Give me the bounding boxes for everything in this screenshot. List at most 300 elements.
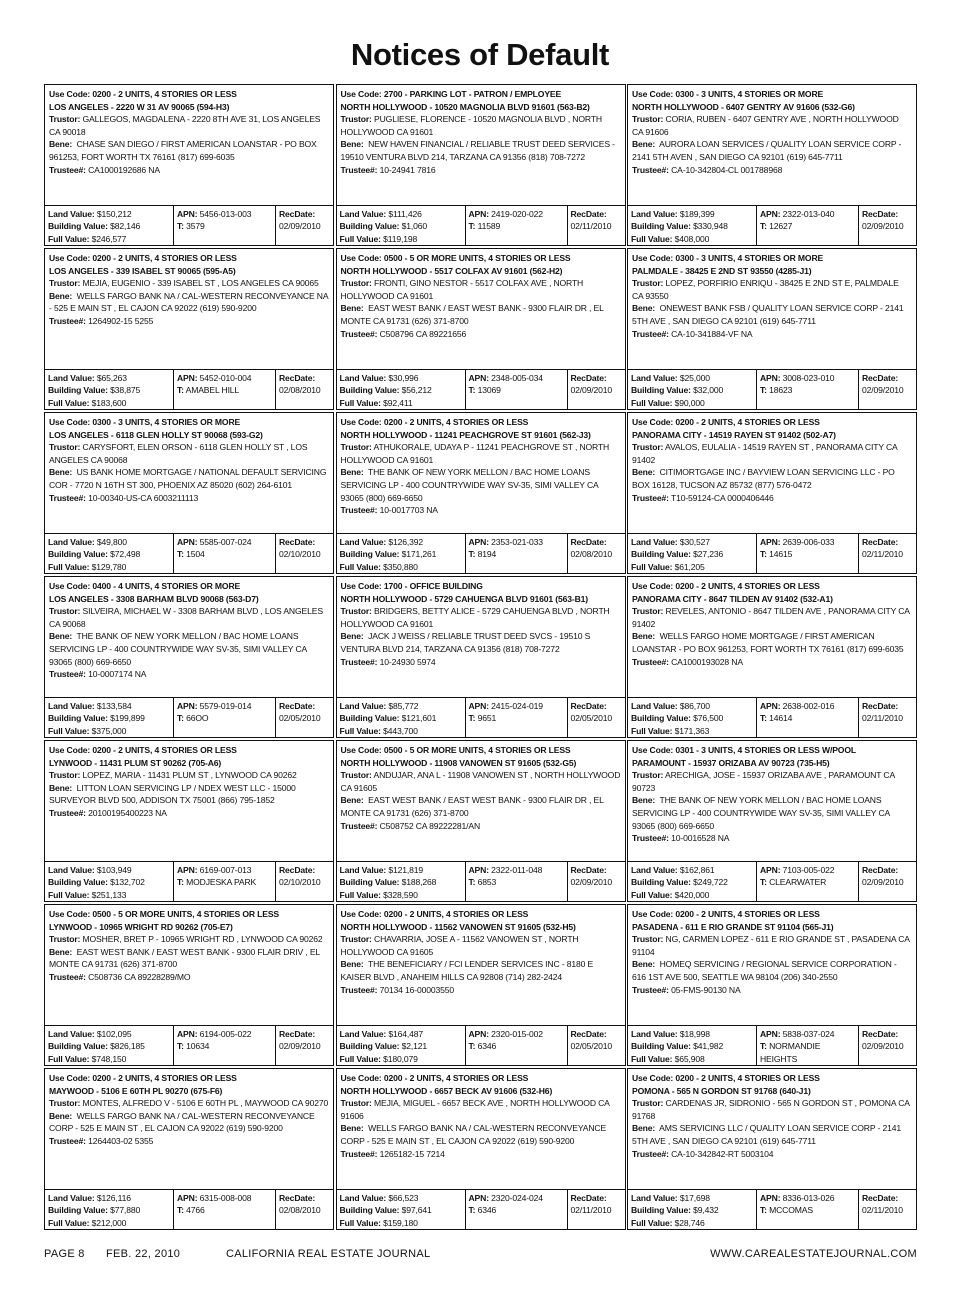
- notice-details: [45, 577, 333, 697]
- recording-date: [275, 862, 333, 901]
- trustee-value: 10-00340-US-CA 6003211113: [88, 492, 199, 503]
- recdate-value: 02/05/2010: [570, 1041, 613, 1052]
- building-value-label: Building Value:: [339, 221, 400, 232]
- recdate-label: RecDate:: [279, 701, 316, 711]
- property-address: LOS ANGELES - 3308 BARHAM BLVD 90068 (563-D7): [49, 593, 259, 604]
- trustee-line: [49, 807, 329, 820]
- value-row: [337, 533, 625, 573]
- bene-value: THE BANK OF NEW YORK MELLON / BAC HOME LOANS SERVICING LP - 400 COUNTRYWIDE WAY SV-35, SIMI VALLEY CA 93065 (800) 669-6650: [49, 631, 307, 667]
- trustee-line: [632, 1148, 912, 1161]
- apn-label: APN:: [468, 1029, 489, 1039]
- recdate-value: 02/05/2010: [279, 713, 321, 724]
- full-value: $420,000: [674, 889, 710, 900]
- recording-date: [858, 370, 916, 409]
- full-value: $159,180: [383, 1217, 418, 1228]
- trustor-line: [341, 605, 621, 630]
- property-address: NORTH HOLLYWOOD - 6407 GENTRY AV 91606 (532-G6): [632, 101, 855, 112]
- tract-label: T:: [177, 385, 184, 396]
- trustor-line: [49, 769, 329, 782]
- trustor-value: MEJIA, EUGENIO - 339 ISABEL ST , LOS ANGELES CA 90065: [82, 278, 319, 289]
- building-value-label: Building Value:: [631, 877, 691, 888]
- notice-details: [337, 1069, 625, 1189]
- trustee-label: Trustee#:: [340, 328, 378, 339]
- property-address: LOS ANGELES - 6118 GLEN HOLLY ST 90068 (593-G2): [49, 429, 263, 440]
- tract-label: T:: [760, 1041, 767, 1052]
- full-value: $28,746: [674, 1217, 705, 1228]
- building-value-label: Building Value:: [339, 549, 400, 560]
- trustee-line: [341, 328, 621, 341]
- land-value-label: Land Value:: [631, 537, 678, 547]
- bene-line: [49, 138, 329, 163]
- tract-value: MCCOMAS: [769, 1205, 813, 1216]
- trustee-value: 1264403-02 5355: [88, 1135, 154, 1146]
- value-amounts: [45, 206, 173, 245]
- full-value: $328,590: [383, 889, 418, 900]
- tract-label: T:: [760, 877, 767, 888]
- building-value: $72,498: [110, 549, 141, 560]
- trustor-line: [341, 113, 621, 138]
- trustor-label: Trustor:: [632, 114, 664, 125]
- tract-label: T:: [177, 221, 184, 232]
- apn-value: 6169-007-013: [199, 865, 252, 875]
- notice-details: [45, 85, 333, 205]
- building-value: $2,121: [401, 1041, 427, 1052]
- recdate-value: 02/09/2010: [570, 877, 613, 888]
- full-value-label: Full Value:: [339, 561, 381, 572]
- land-value-label: Land Value:: [339, 537, 387, 547]
- building-value: $41,982: [693, 1041, 724, 1052]
- value-row: [45, 205, 333, 245]
- bene-label: Bene:: [340, 303, 364, 314]
- parcel-info: [465, 1026, 567, 1065]
- apn-label: APN:: [177, 1029, 198, 1039]
- full-value-label: Full Value:: [339, 1217, 381, 1228]
- trustor-value: ATHUKORALE, UDAYA P - 11241 PEACHGROVE ST , NORTH HOLLYWOOD CA 91601: [340, 442, 610, 465]
- building-value: $76,500: [693, 713, 724, 724]
- building-value-label: Building Value:: [631, 549, 691, 560]
- land-value-label: Land Value:: [631, 373, 678, 383]
- recdate-label: RecDate:: [862, 865, 899, 875]
- trustor-label: Trustor:: [49, 770, 81, 781]
- trustee-label: Trustee#:: [49, 669, 86, 680]
- land-value-label: Land Value:: [339, 373, 387, 383]
- building-value-label: Building Value:: [339, 1205, 400, 1216]
- full-value: $748,150: [91, 1053, 127, 1064]
- trustee-label: Trustee#:: [632, 984, 669, 995]
- bene-line: [341, 630, 621, 655]
- apn-value: 8336-013-026: [782, 1193, 835, 1203]
- use-code: Use Code: 0300 - 3 UNITS, 4 STORIES OR MORE: [632, 89, 824, 99]
- bene-line: [341, 302, 621, 327]
- trustee-line: [49, 315, 329, 328]
- tract-value: 9651: [477, 713, 497, 724]
- tract-label: T:: [468, 877, 476, 888]
- apn-label: APN:: [177, 701, 198, 711]
- land-value: $126,392: [388, 537, 423, 547]
- trustee-label: Trustee#:: [340, 656, 378, 667]
- full-value-label: Full Value:: [48, 1053, 90, 1064]
- trustor-line: [341, 441, 621, 466]
- building-value: $56,212: [401, 385, 432, 396]
- parcel-info: [756, 862, 858, 901]
- trustor-value: CHAVARRIA, JOSE A - 11562 VANOWEN ST , NORTH HOLLYWOOD CA 91605: [340, 934, 579, 957]
- value-amounts: [628, 370, 756, 409]
- apn-label: APN:: [468, 865, 489, 875]
- full-value-label: Full Value:: [631, 233, 673, 244]
- value-amounts: [45, 862, 173, 901]
- value-amounts: [337, 206, 465, 245]
- bene-line: [49, 1110, 329, 1135]
- trustee-label: Trustee#:: [632, 833, 669, 844]
- value-amounts: [45, 1190, 173, 1229]
- bene-value: THE BANK OF NEW YORK MELLON / BAC HOME LOANS SERVICING LP - 400 COUNTRYWIDE WAY SV-35, SIMI VALLEY CA 93065 (800) 669-6650: [632, 795, 890, 831]
- apn-label: APN:: [177, 373, 198, 383]
- trustor-line: [49, 113, 329, 138]
- apn-label: APN:: [177, 537, 198, 547]
- recording-date: [858, 1026, 916, 1065]
- land-value-label: Land Value:: [631, 865, 678, 875]
- apn-label: APN:: [468, 701, 489, 711]
- trustor-line: [49, 441, 329, 466]
- apn-label: APN:: [468, 1193, 489, 1203]
- trustor-label: Trustor:: [632, 770, 664, 781]
- building-value-label: Building Value:: [339, 385, 400, 396]
- apn-value: 2320-024-024: [491, 1193, 543, 1203]
- value-amounts: [337, 698, 465, 737]
- value-row: [337, 861, 625, 901]
- building-value-label: Building Value:: [48, 221, 108, 232]
- recording-date: [858, 206, 916, 245]
- building-value: $27,236: [693, 549, 724, 560]
- trustee-line: [632, 656, 912, 669]
- journal-name: CALIFORNIA REAL ESTATE JOURNAL: [226, 1248, 431, 1260]
- tract-value: 8194: [477, 549, 497, 560]
- apn-value: 5452-010-004: [199, 373, 252, 383]
- trustee-label: Trustee#:: [340, 1148, 378, 1159]
- value-row: [628, 861, 916, 901]
- notice-card: [44, 576, 334, 738]
- use-code: Use Code: 1700 - OFFICE BUILDING: [340, 581, 483, 591]
- journal-url: WWW.CAREALESTATEJOURNAL.COM: [710, 1248, 917, 1260]
- value-amounts: [628, 1190, 756, 1229]
- land-value: $164,487: [388, 1029, 423, 1039]
- trustor-line: [632, 1097, 912, 1122]
- page-title: Notices of Default: [350, 37, 610, 72]
- building-value-label: Building Value:: [631, 713, 691, 724]
- land-value: $65,263: [96, 373, 127, 383]
- trustee-value: CA-10-342804-CL 001788968: [671, 164, 783, 175]
- use-code: Use Code: 0400 - 4 UNITS, 4 STORIES OR MORE: [49, 581, 241, 591]
- building-value: $188,268: [401, 877, 437, 888]
- land-value: $17,698: [679, 1193, 710, 1203]
- apn-label: APN:: [760, 1029, 781, 1039]
- trustor-value: LOPEZ, MARIA - 11431 PLUM ST , LYNWOOD CA 90262: [82, 770, 297, 781]
- trustor-value: SILVEIRA, MICHAEL W - 3308 BARHAM BLVD , LOS ANGELES CA 90068: [49, 606, 323, 629]
- parcel-info: [756, 698, 858, 737]
- page-number: PAGE 8: [44, 1248, 85, 1260]
- parcel-info: [756, 1026, 858, 1065]
- trustor-value: BRIDGERS, BETTY ALICE - 5729 CAHUENGA BLVD , NORTH HOLLYWOOD CA 91601: [340, 606, 610, 629]
- notice-details: [45, 905, 333, 1025]
- trustee-line: [341, 656, 621, 669]
- tract-label: T:: [177, 877, 184, 888]
- value-amounts: [628, 698, 756, 737]
- bene-line: [49, 290, 329, 315]
- trustor-label: Trustor:: [340, 606, 372, 617]
- property-address: PANORAMA CITY - 8647 TILDEN AV 91402 (532-A1): [632, 593, 833, 604]
- bene-label: Bene:: [340, 631, 364, 642]
- land-value: $30,996: [388, 373, 419, 383]
- recdate-label: RecDate:: [570, 701, 607, 711]
- use-code: Use Code: 0500 - 5 OR MORE UNITS, 4 STORIES OR LESS: [49, 909, 280, 919]
- notice-details: [337, 741, 625, 861]
- trustee-value: 10-0016528 NA: [671, 833, 730, 844]
- building-value-label: Building Value:: [339, 713, 400, 724]
- building-value-label: Building Value:: [631, 1041, 691, 1052]
- trustee-value: C508796 CA 89221656: [379, 328, 467, 339]
- tract-label: T:: [760, 385, 767, 396]
- bene-value: EAST WEST BANK / EAST WEST BANK - 9300 FLAIR DRIV , EL MONTE CA 91731 (626) 371-8700: [49, 946, 320, 970]
- parcel-info: [173, 862, 275, 901]
- tract-label: T:: [760, 221, 767, 232]
- bene-value: WELLS FARGO HOME MORTGAGE / FIRST AMERICAN LOANSTAR - PO BOX 961253, FORT WORTH TX 76161 (817) 699-6035: [632, 631, 904, 654]
- recdate-label: RecDate:: [862, 701, 899, 711]
- value-row: [628, 1189, 916, 1229]
- parcel-info: [465, 862, 567, 901]
- parcel-info: [173, 1190, 275, 1229]
- land-value: $126,116: [96, 1193, 131, 1203]
- recdate-label: RecDate:: [862, 1029, 899, 1039]
- bene-label: Bene:: [49, 139, 73, 150]
- full-value: $90,000: [674, 397, 705, 408]
- apn-value: 5838-037-024: [782, 1029, 835, 1039]
- bene-label: Bene:: [49, 1110, 73, 1121]
- apn-label: APN:: [760, 209, 781, 219]
- apn-label: APN:: [468, 373, 489, 383]
- use-code: Use Code: 0200 - 2 UNITS, 4 STORIES OR LESS: [632, 581, 820, 591]
- trustor-line: [632, 441, 912, 466]
- use-code: Use Code: 0500 - 5 OR MORE UNITS, 4 STORIES OR LESS: [340, 253, 571, 263]
- property-address: NORTH HOLLYWOOD - 5729 CAHUENGA BLVD 91601 (563-B1): [340, 593, 589, 604]
- notice-card: [336, 904, 626, 1066]
- bene-value: CITIMORTGAGE INC / BAYVIEW LOAN SERVICING LLC - PO BOX 16128, TUCSON AZ 85732 (877) 576-0472: [632, 467, 895, 490]
- full-value-label: Full Value:: [339, 1053, 381, 1064]
- bene-line: [632, 302, 912, 327]
- trustor-value: MOSHER, BRET P - 10965 WRIGHT RD , LYNWOOD CA 90262: [82, 934, 323, 945]
- recording-date: [275, 1190, 333, 1229]
- land-value: $30,527: [679, 537, 710, 547]
- notice-details: [628, 905, 916, 1025]
- land-value-label: Land Value:: [48, 1193, 95, 1203]
- notice-details: [628, 1069, 916, 1189]
- recdate-value: 02/11/2010: [570, 1205, 612, 1216]
- bene-line: [632, 794, 912, 832]
- full-value-label: Full Value:: [339, 233, 381, 244]
- trustee-value: 10-0017703 NA: [379, 505, 438, 516]
- trustee-value: 10-24941 7816: [379, 164, 436, 175]
- use-code: Use Code: 0200 - 2 UNITS, 4 STORIES OR LESS: [340, 417, 529, 427]
- apn-label: APN:: [760, 1193, 781, 1203]
- trustor-label: Trustor:: [632, 1098, 664, 1109]
- bene-label: Bene:: [49, 467, 73, 478]
- land-value: $66,523: [388, 1193, 419, 1203]
- land-value-label: Land Value:: [48, 865, 95, 875]
- notice-details: [628, 741, 916, 861]
- bene-label: Bene:: [49, 782, 73, 793]
- bene-label: Bene:: [340, 139, 364, 150]
- apn-value: 7103-005-022: [782, 865, 835, 875]
- full-value: $61,205: [674, 561, 705, 572]
- bene-label: Bene:: [49, 290, 73, 301]
- value-amounts: [337, 1026, 465, 1065]
- recdate-label: RecDate:: [862, 1193, 899, 1203]
- tract-value: NORMANDIE HEIGHTS: [760, 1041, 821, 1064]
- bene-label: Bene:: [632, 467, 656, 478]
- recdate-label: RecDate:: [570, 373, 607, 383]
- trustor-value: CORIA, RUBEN - 6407 GENTRY AVE , NORTH HOLLYWOOD CA 91606: [632, 114, 899, 137]
- issue-date: FEB. 22, 2010: [106, 1248, 181, 1260]
- property-address: NORTH HOLLYWOOD - 10520 MAGNOLIA BLVD 91601 (563-B2): [340, 101, 590, 112]
- trustee-line: [49, 1135, 329, 1148]
- apn-value: 2419-020-022: [491, 209, 543, 219]
- recdate-value: 02/09/2010: [279, 1041, 321, 1052]
- recdate-value: 02/09/2010: [862, 877, 904, 888]
- tract-value: 14614: [769, 713, 793, 724]
- property-address: LOS ANGELES - 2220 W 31 AV 90065 (594-H3): [49, 101, 230, 112]
- notice-details: [337, 905, 625, 1025]
- apn-value: 2322-013-040: [782, 209, 835, 219]
- trustor-label: Trustor:: [340, 442, 372, 453]
- notice-card: [44, 904, 334, 1066]
- recdate-label: RecDate:: [570, 537, 607, 547]
- trustor-value: MEJIA, MIGUEL - 6657 BECK AVE , NORTH HOLLYWOOD CA 91606: [340, 1098, 610, 1121]
- apn-label: APN:: [760, 865, 781, 875]
- apn-value: 2415-024-019: [491, 701, 543, 711]
- building-value: $171,261: [401, 549, 437, 560]
- notice-details: [337, 249, 625, 369]
- building-value: $32,000: [693, 385, 724, 396]
- apn-value: 2639-006-033: [782, 537, 835, 547]
- building-value: $199,899: [110, 713, 145, 724]
- bene-label: Bene:: [632, 795, 656, 806]
- trustee-value: 1264902-15 5255: [88, 315, 154, 326]
- trustor-value: FRONTI, GINO NESTOR - 5517 COLFAX AVE , NORTH HOLLYWOOD CA 91601: [340, 278, 584, 301]
- tract-label: T:: [177, 713, 184, 724]
- use-code: Use Code: 0200 - 2 UNITS, 4 STORIES OR LESS: [49, 745, 237, 755]
- land-value: $121,819: [388, 865, 423, 875]
- bene-value: WELLS FARGO BANK NA / CAL-WESTERN RECONVEYANCE NA - 525 E MAIN ST , EL CAJON CA 92022 (619) 590-9200: [49, 290, 328, 314]
- bene-value: ONEWEST BANK FSB / QUALITY LOAN SERVICE CORP - 2141 5TH AVE , SAN DIEGO CA 92101 (619) 645-7711: [632, 303, 904, 326]
- trustee-label: Trustee#:: [49, 1135, 86, 1146]
- value-row: [45, 1025, 333, 1065]
- trustor-value: ANDUJAR, ANA L - 11908 VANOWEN ST , NORTH HOLLYWOOD CA 91605: [340, 770, 621, 793]
- recdate-label: RecDate:: [279, 1193, 316, 1203]
- recdate-value: 02/08/2010: [279, 385, 321, 396]
- trustee-label: Trustee#:: [49, 807, 86, 818]
- property-address: PANORAMA CITY - 14519 RAYEN ST 91402 (502-A7): [632, 429, 836, 440]
- land-value: $103,949: [96, 865, 132, 875]
- trustor-label: Trustor:: [340, 770, 372, 781]
- full-value: $92,411: [383, 397, 413, 408]
- full-value: $251,133: [91, 889, 127, 900]
- use-code: Use Code: 0300 - 3 UNITS, 4 STORIES OR MORE: [632, 253, 824, 263]
- building-value: $97,641: [401, 1205, 432, 1216]
- bene-line: [632, 630, 912, 655]
- bene-line: [341, 1122, 621, 1147]
- bene-value: AURORA LOAN SERVICES / QUALITY LOAN SERVICE CORP - 2141 5TH AVEN , SAN DIEGO CA 92101 (619) 645-7711: [632, 139, 902, 162]
- recording-date: [275, 370, 333, 409]
- apn-value: 2353-021-033: [491, 537, 543, 547]
- value-amounts: [45, 370, 173, 409]
- tract-value: 12627: [769, 221, 793, 232]
- building-value: $38,875: [110, 385, 141, 396]
- land-value: $150,212: [96, 209, 132, 219]
- parcel-info: [173, 206, 275, 245]
- property-address: NORTH HOLLYWOOD - 11562 VANOWEN ST 91605 (532-H5): [340, 921, 576, 932]
- trustee-label: Trustee#:: [49, 164, 86, 175]
- bene-value: AMS SERVICING LLC / QUALITY LOAN SERVICE CORP - 2141 5TH AVE , SAN DIEGO CA 92101 (619) 645-7711: [632, 1123, 901, 1146]
- trustee-label: Trustee#:: [340, 164, 378, 175]
- bene-line: [49, 630, 329, 668]
- recdate-label: RecDate:: [570, 1029, 607, 1039]
- value-row: [628, 205, 916, 245]
- land-value-label: Land Value:: [48, 701, 95, 711]
- value-amounts: [337, 534, 465, 573]
- trustor-value: ARECHIGA, JOSE - 15937 ORIZABA AVE , PARAMOUNT CA 90723: [632, 770, 895, 793]
- trustee-line: [632, 492, 912, 505]
- apn-label: APN:: [177, 865, 198, 875]
- trustee-label: Trustee#:: [632, 656, 669, 667]
- value-row: [45, 369, 333, 409]
- notice-card: [336, 1068, 626, 1230]
- notice-details: [337, 413, 625, 533]
- recdate-value: 02/09/2010: [862, 385, 904, 396]
- recdate-label: RecDate:: [862, 537, 899, 547]
- tract-value: MODJESKA PARK: [186, 877, 257, 888]
- bene-value: NEW HAVEN FINANCIAL / RELIABLE TRUST DEED SERVICES - 19510 VENTURA BLVD 214, TARZANA CA 91356 (818) 708-7272: [340, 139, 615, 162]
- land-value-label: Land Value:: [339, 1193, 387, 1203]
- tract-value: CLEARWATER: [769, 877, 827, 888]
- trustee-line: [341, 1148, 621, 1161]
- notice-card: [336, 740, 626, 902]
- value-amounts: [337, 370, 465, 409]
- land-value: $162,861: [679, 865, 715, 875]
- recdate-value: 02/09/2010: [862, 221, 904, 232]
- tract-label: T:: [760, 549, 767, 560]
- bene-line: [49, 946, 329, 971]
- land-value: $85,772: [388, 701, 419, 711]
- bene-label: Bene:: [340, 959, 364, 970]
- trustee-label: Trustee#:: [49, 971, 86, 982]
- full-value-label: Full Value:: [631, 561, 673, 572]
- parcel-info: [465, 370, 567, 409]
- trustee-line: [49, 164, 329, 177]
- property-address: NORTH HOLLYWOOD - 11908 VANOWEN ST 91605 (532-G5): [340, 757, 577, 768]
- notice-card: [336, 412, 626, 574]
- recording-date: [567, 862, 625, 901]
- property-address: NORTH HOLLYWOOD - 11241 PEACHGROVE ST 91601 (562-J3): [340, 429, 591, 440]
- building-value-label: Building Value:: [48, 1205, 108, 1216]
- trustee-label: Trustee#:: [49, 315, 86, 326]
- apn-label: APN:: [760, 537, 781, 547]
- building-value: $82,146: [110, 221, 141, 232]
- trustor-value: CARYSFORT, ELEN ORSON - 6118 GLEN HOLLY ST , LOS ANGELES CA 90068: [49, 442, 308, 465]
- full-value: $350,880: [383, 561, 418, 572]
- trustee-line: [49, 492, 329, 505]
- notice-card: [336, 248, 626, 410]
- bene-line: [341, 958, 621, 983]
- building-value-label: Building Value:: [631, 221, 691, 232]
